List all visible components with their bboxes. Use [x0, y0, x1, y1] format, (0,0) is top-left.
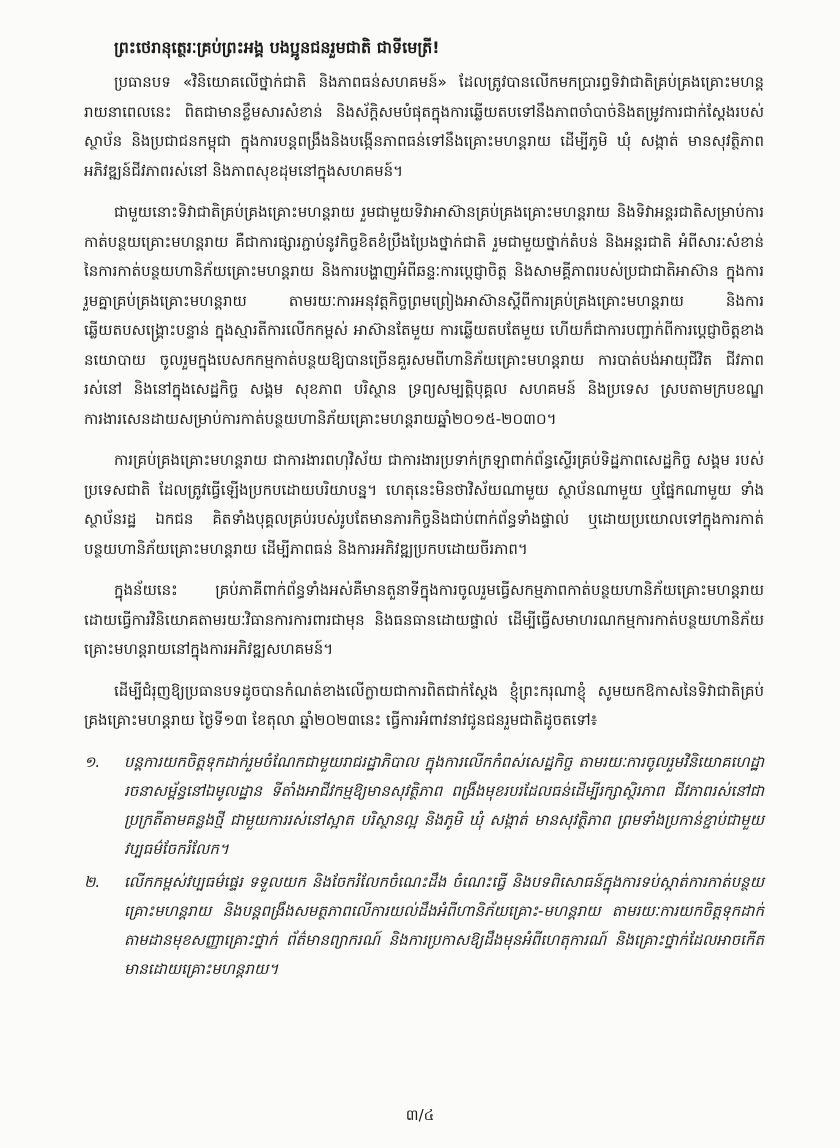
list-item-text: បន្តការយកចិត្តទុកដាក់រួមចំណែកជាមួយរាជរដ្ឋាភិបាល ក្នុងការលើកកំពស់សេដ្ឋកិច្ច តាមរយៈការចូលរួមវិនិយោគហេដ្ឋារចនាសម្ព័ន្ធនៅឯមូលដ្ឋាន ទីតាំងអាជីវកម្មឱ្យមានសុវត្ថិភាព ពង្រឹងមុខរបរដែលធន់ដើម្បីរក្សាស្ថិរភាព ជីវភាពរស់នៅជាប្រក្រតីតាមគន្លងថ្មី ជាមួយការរស់នៅស្អាត បរិស្ថានល្អ និងភូមិ ឃុំ សង្កាត់ មានសុវត្ថិភាព ព្រមទាំងប្រកាន់ខ្ជាប់ជាមួយវប្បធម៌ចែករំលែក។ [124, 752, 764, 858]
paragraph-multisector: ការគ្រប់គ្រងគ្រោះមហន្តរាយ ជាការងារពហុវិស័យ ជាការងារប្រទាក់ក្រឡាពាក់ព័ន្ធស្ទើរគ្រប់ទិដ្ឋភាពសេដ្ឋកិច្ច សង្គម របស់ប្រទេសជាតិ ដែលត្រូវធ្វើឡើងប្រកបដោយបរិយាបន្ន។ ហេតុនេះមិនថាវិស័យណាមួយ ស្ថាប័នណាមួយ ឬផ្នែកណាមួយ ទាំងស្ថាប័នរដ្ឋ ឯកជន គិតទាំងបុគ្គលគ្រប់របស់រូបតែមានភារកិច្ចនិងជាប់ពាក់ព័ន្ធទាំងផ្ទាល់ ឬដោយប្រយោលទៅក្នុងការកាត់បន្ថយហានិភ័យគ្រោះមហន្តរាយ ដើម្បីភាពធន់ និងការអភិវឌ្ឍប្រកបដោយចីរភាព។ [84, 451, 764, 558]
paragraph-appeal: ដើម្បីជំរុញឱ្យប្រធានបទដូចបានកំណត់ខាងលើក្លាយជាការពិតជាក់ស្តែង ខ្ញុំព្រះករុណាខ្ញុំ សូមយកឱកាសនៃទិវាជាតិគ្រប់គ្រងគ្រោះមហន្តរាយ ថ្ងៃទី១៣ ខែតុលា ឆ្នាំ២០២៣នេះ ធ្វើការអំពាវនាវជូនជនរួមជាតិដូចតទៅ៖ [84, 681, 764, 729]
paragraph-theme: ប្រធានបទ «វិនិយោគលើថ្នាក់ជាតិ និងភាពធន់សហគមន៍» ដែលត្រូវបានលើកមកប្រារព្ធទិវាជាតិគ្រប់គ្រងគ្រោះមហន្តរាយនាពេលនេះ ពិតជាមានខ្លឹមសារសំខាន់ និងស័ក្តិសមបំផុតក្នុងការឆ្លើយតបទៅនឹងភាពចាំបាច់និងតម្រូវការជាក់ស្តែងរបស់ស្ថាប័ន និងប្រជាជនកម្ពុជា ក្នុងការបន្តពង្រឹងនិងបង្កើនភាពធន់ទៅនឹងគ្រោះមហន្តរាយ ដើម្បីភូមិ ឃុំ សង្កាត់ មានសុវត្ថិភាព អភិវឌ្ឍន៍ជីវភាពរស់នៅ និងភាពសុខដុមនៅក្នុងសហគមន៍។ [84, 73, 764, 180]
list-item [84, 748, 764, 864]
appeal-list [84, 748, 764, 984]
list-item-number: ២. [84, 872, 101, 891]
salutation: ព្រះថេរានុត្ថេរៈគ្រប់ព្រះអង្គ បងប្អូនជនរួមជាតិ ជាទីមេត្រី! [114, 38, 440, 57]
list-item-text: លើកកម្ពស់វប្បធម៌ផ្ទេរ ទទួលយក និងចែករំលែកចំណេះដឹង ចំណេះធ្វើ និងបទពិសោធន៍ក្នុងការទប់ស្កាត់ការកាត់បន្ថយគ្រោះមហន្តរាយ និងបន្តពង្រឹងសមត្ថភាពលើការយល់ដឹងអំពីហានិភ័យគ្រោះ-មហន្តរាយ តាមរយៈការយកចិត្តទុកដាក់តាមដានមុខសញ្ញាគ្រោះថ្នាក់ ព័ត៌មានព្យាករណ៍ និងការប្រកាសឱ្យដឹងមុនអំពីហេតុការណ៍ និងគ្រោះថ្នាក់ដែលអាចកើតមានដោយគ្រោះមហន្តរាយ។ [124, 872, 764, 978]
paragraph-stakeholders: ក្នុងន័យនេះ គ្រប់ភាគីពាក់ព័ន្ធទាំងអស់គឺមានតួនាទីក្នុងការចូលរួមធ្វើសកម្មភាពកាត់បន្ថយហានិភ័យគ្រោះមហន្តរាយ ដោយធ្វើការវិនិយោគតាមរយៈវិធានការការពារជាមុន និងធនធានដោយផ្ទាល់ ដើម្បីធ្វើសមាហរណកម្មការកាត់បន្ថយហានិភ័យគ្រោះមហន្តរាយនៅក្នុងការអភិវឌ្ឍសហគមន៍។ [84, 581, 764, 658]
page-number: ៣/៤ [405, 1106, 435, 1124]
list-item [84, 868, 764, 984]
paragraph-asean: ជាមួយនោះទិវាជាតិគ្រប់គ្រងគ្រោះមហន្តរាយ រួមជាមួយទិវាអាស៊ានគ្រប់គ្រងគ្រោះមហន្តរាយ និងទិវាអន្តរជាតិសម្រាប់ការកាត់បន្ថយគ្រោះមហន្តរាយ គឺជាការផ្សារភ្ជាប់នូវកិច្ចខិតខំប្រឹងប្រែងថ្នាក់ជាតិ រួមជាមួយថ្នាក់តំបន់ និងអន្តរជាតិ អំពីសារៈសំខាន់នៃការកាត់បន្ថយហានិភ័យគ្រោះមហន្តរាយ និងការបង្ហាញអំពីឆន្ទៈការប្តេជ្ញាចិត្ត និងសាមគ្គីភាពរបស់ប្រជាជាតិអាស៊ាន ក្នុងការរួមគ្នាគ្រប់គ្រងគ្រោះមហន្តរាយ តាមរយៈការអនុវត្តកិច្ចព្រមព្រៀងអាស៊ានស្តីពីការគ្រប់គ្រងគ្រោះមហន្តរាយ និងការឆ្លើយតបសង្គ្រោះបន្ទាន់ ក្នុងស្មារតីការលើកកម្ពស់ អាស៊ានតែមួយ ការឆ្លើយតបតែមួយ ហើយក៏ជាការបញ្ជាក់ពីការប្តេជ្ញាចិត្តខាងនយោបាយ ចូលរួមក្នុងបេសកកម្មកាត់បន្ថយឱ្យបានច្រើនគួរសមពីហានិភ័យគ្រោះមហន្តរាយ ការបាត់បង់អាយុជីវិត ជីវភាពរស់នៅ និងនៅក្នុងសេដ្ឋកិច្ច សង្គម សុខភាព បរិស្ថាន ទ្រព្យសម្បត្តិបុគ្គល សហគមន៍ និងប្រទេស ស្របតាមក្របខណ្ឌការងារសេនដាយសម្រាប់ការកាត់បន្ថយហានិភ័យគ្រោះមហន្តរាយឆ្នាំ២០១៥-២០៣០។ [84, 203, 764, 428]
list-item-number: ១. [84, 752, 101, 771]
